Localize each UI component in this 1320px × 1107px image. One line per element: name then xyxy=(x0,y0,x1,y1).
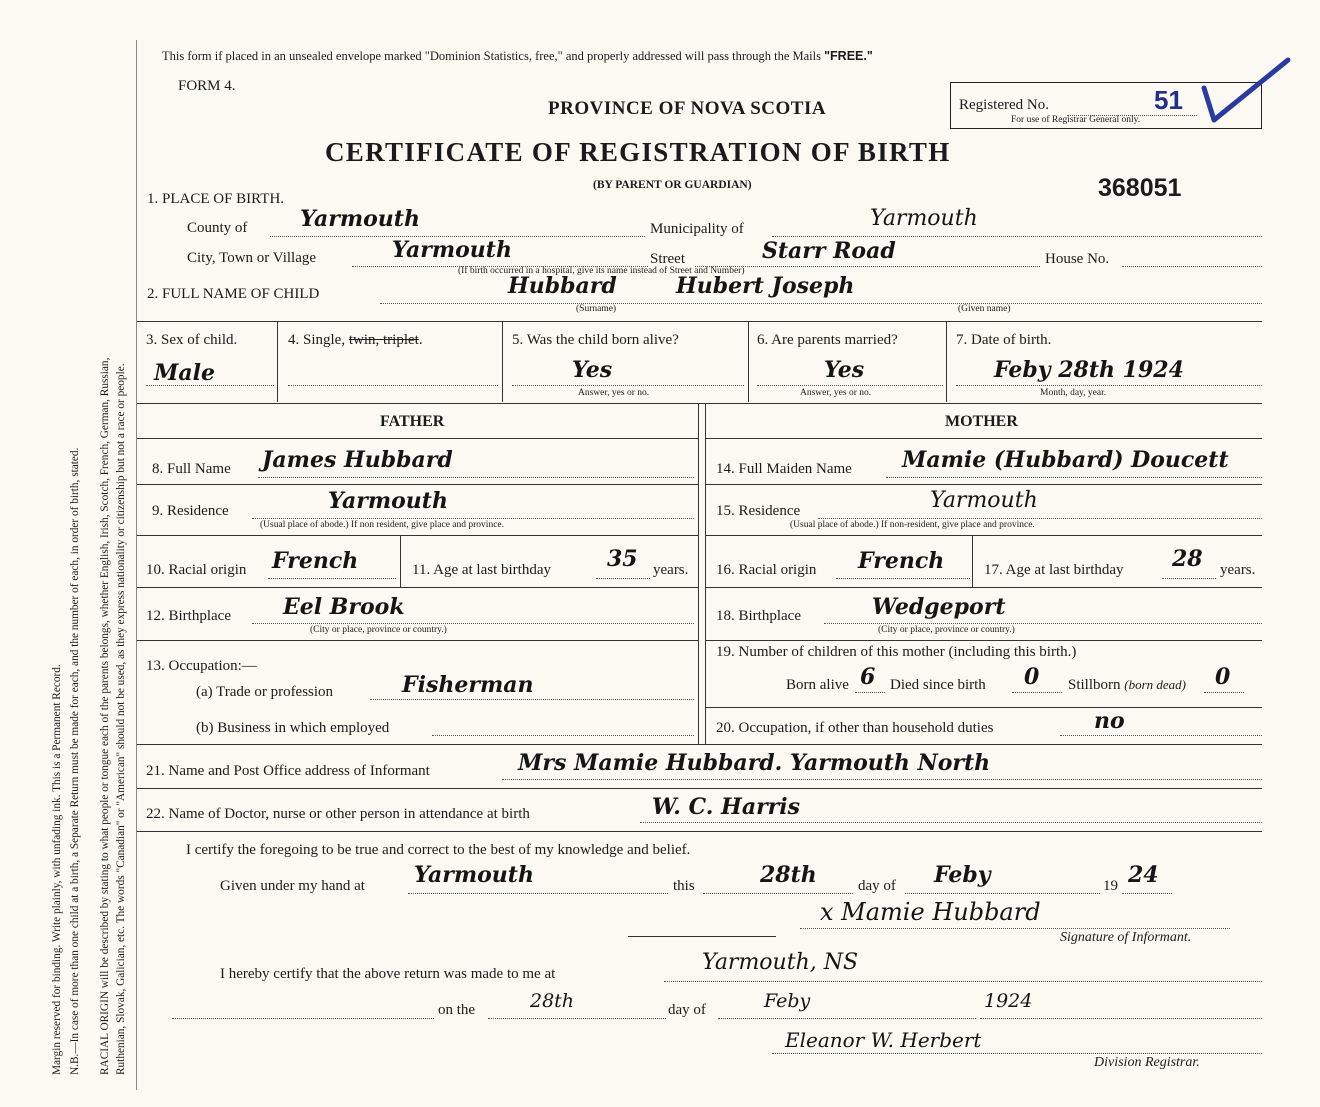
died-since-birth-label: Died since birth xyxy=(890,677,986,693)
mother-residence-label: 15. Residence xyxy=(716,503,801,519)
registrar-month-line xyxy=(718,1018,976,1019)
province-heading: PROVINCE OF NOVA SCOTIA xyxy=(548,98,827,119)
registrar-place-value: Yarmouth, NS xyxy=(702,950,859,975)
date-of-birth-label: 7. Date of birth. xyxy=(956,332,1052,348)
born-alive-line xyxy=(512,385,744,386)
divider-6-7 xyxy=(946,322,947,402)
children-count-label: 19. Number of children of this mother (including this birth.) xyxy=(716,644,1077,660)
sex-label: 3. Sex of child. xyxy=(146,332,238,348)
stillborn-label xyxy=(1068,677,1186,694)
child-name-line xyxy=(380,303,1262,304)
died-since-birth-line xyxy=(1012,692,1062,693)
registrar-signature: Eleanor W. Herbert xyxy=(785,1028,982,1052)
father-business-label: (b) Business in which employed xyxy=(196,720,390,736)
mother-occupation-label: 20. Occupation, if other than household duties xyxy=(716,720,994,736)
center-divider-right xyxy=(705,404,706,744)
father-age-years: years. xyxy=(653,562,689,578)
postal-note xyxy=(162,49,873,64)
born-alive-count-line xyxy=(855,692,885,693)
mother-race-age-divider xyxy=(972,536,973,587)
registered-label: Registered No. xyxy=(959,97,1049,113)
city-label: City, Town or Village xyxy=(187,250,317,266)
mother-occupation-line xyxy=(1060,735,1262,736)
registrar-day-line xyxy=(488,1018,666,1019)
father-birthplace-value: Eel Brook xyxy=(283,594,405,620)
mother-residence-line xyxy=(818,518,1262,519)
mother-birthplace-line xyxy=(824,623,1262,624)
father-occupation-label: 13. Occupation:— xyxy=(146,658,257,674)
divider-5-6 xyxy=(748,322,749,402)
certificate-subtitle: (BY PARENT OR GUARDIAN) xyxy=(593,179,752,191)
rule-2 xyxy=(137,403,1262,404)
mother-age-label: 17. Age at last birthday xyxy=(984,562,1124,578)
doctor-label: 22. Name of Doctor, nurse or other person in attendance at birth xyxy=(146,806,530,822)
child-name-label: 2. FULL NAME OF CHILD xyxy=(147,286,320,302)
municipality-value: Yarmouth xyxy=(870,206,978,231)
short-divider xyxy=(628,936,776,937)
certify-statement: I certify the foregoing to be true and correct to the best of my knowledge and belief. xyxy=(186,842,691,858)
margin-rule xyxy=(136,40,137,1090)
single-text: 4. Single, xyxy=(288,332,346,348)
parents-married-value: Yes xyxy=(824,357,865,383)
center-divider-left xyxy=(698,404,699,744)
stillborn-line xyxy=(1204,692,1244,693)
house-number-label: House No. xyxy=(1045,251,1110,267)
street-label: Street xyxy=(650,251,685,267)
given-place-value: Yarmouth xyxy=(414,862,534,888)
mother-racial-value: French xyxy=(858,548,945,574)
died-since-birth-value: 0 xyxy=(1024,664,1040,690)
county-label: County of xyxy=(187,220,248,236)
given-under-hand-label: Given under my hand at xyxy=(220,878,365,894)
doctor-line xyxy=(640,822,1262,823)
mother-rule-a xyxy=(705,484,1262,485)
given-place-line xyxy=(408,893,668,894)
father-birthplace-caption: (City or place, province or country.) xyxy=(310,625,447,635)
parents-married-caption: Answer, yes or no. xyxy=(800,388,872,398)
informant-value: Mrs Mamie Hubbard. Yarmouth North xyxy=(518,750,991,776)
given-year-line xyxy=(1122,893,1172,894)
registrar-day-of-label: day of xyxy=(668,1002,706,1018)
mother-heading-rule xyxy=(705,438,1262,439)
child-surname: Hubbard xyxy=(508,273,617,299)
mother-name-line xyxy=(886,477,1262,478)
father-name-line xyxy=(258,477,694,478)
margin-note-binding: Margin reserved for binding. Write plainly, with unfading ink. This is a Permanent Record. xyxy=(51,664,63,1075)
stillborn-note: (born dead) xyxy=(1124,677,1187,692)
father-business-line xyxy=(432,735,694,736)
surname-caption: (Surname) xyxy=(576,304,617,314)
house-number-line xyxy=(1122,266,1262,267)
father-residence-label: 9. Residence xyxy=(152,503,229,519)
street-value: Starr Road xyxy=(762,238,896,264)
single-label: 4. Single, twin, triplet. xyxy=(288,332,423,348)
mother-rule-e xyxy=(705,707,1262,708)
registered-note: For use of Registrar General only. xyxy=(1011,115,1141,125)
registrar-place-line xyxy=(664,981,1262,982)
mother-heading: MOTHER xyxy=(945,413,1018,430)
mother-occupation-value: no xyxy=(1094,708,1125,734)
father-trade-label: (a) Trade or profession xyxy=(196,684,334,700)
father-trade-line xyxy=(370,699,694,700)
postal-note-text: This form if placed in an unsealed envelope marked "Dominion Statistics, free," and properly addressed will pass through the Mails xyxy=(162,49,825,63)
registrar-day-value: 28th xyxy=(530,990,575,1012)
born-alive-count-value: 6 xyxy=(860,664,876,690)
checkmark-icon xyxy=(1200,56,1295,126)
rule-3 xyxy=(137,744,1262,745)
rule-5 xyxy=(137,831,1262,832)
father-age-label: 11. Age at last birthday xyxy=(412,562,551,578)
informant-label: 21. Name and Post Office address of Informant xyxy=(146,763,430,779)
doctor-value: W. C. Harris xyxy=(652,794,801,820)
registrar-year-line xyxy=(980,1018,1262,1019)
registrar-signature-line xyxy=(772,1053,1262,1054)
father-racial-label: 10. Racial origin xyxy=(146,562,247,578)
given-day-line xyxy=(703,893,853,894)
day-of-label: day of xyxy=(858,878,896,894)
hospital-note: (If birth occurred in a hospital, give its name instead of Street and Number) xyxy=(458,266,745,276)
informant-signature: x Mamie Hubbard xyxy=(820,898,1041,926)
rule-4 xyxy=(137,788,1262,789)
twin-triplet-struck: twin, triplet xyxy=(348,332,419,348)
father-age-line xyxy=(596,578,650,579)
father-age-value: 35 xyxy=(607,546,638,572)
father-heading-rule xyxy=(137,438,698,439)
registrar-leading-line xyxy=(172,1018,434,1019)
stillborn-text: Stillborn xyxy=(1068,677,1121,693)
born-alive-caption: Answer, yes or no. xyxy=(578,388,650,398)
form-number: FORM 4. xyxy=(178,78,236,94)
father-racial-line xyxy=(268,578,396,579)
mother-birthplace-value: Wedgeport xyxy=(872,594,1006,620)
place-of-birth-heading: 1. PLACE OF BIRTH. xyxy=(147,191,285,207)
mother-rule-d xyxy=(705,640,1262,641)
rule-1 xyxy=(137,321,1262,322)
father-heading: FATHER xyxy=(380,413,445,430)
mother-residence-caption: (Usual place of abode.) If non-resident, give place and province. xyxy=(790,520,1035,530)
father-rule-c xyxy=(137,587,698,588)
mother-rule-c xyxy=(705,587,1262,588)
mother-residence-value: Yarmouth xyxy=(930,488,1038,513)
registrar-caption: Division Registrar. xyxy=(1094,1055,1200,1070)
this-label: this xyxy=(673,878,695,894)
mother-age-value: 28 xyxy=(1172,546,1203,572)
given-month-line xyxy=(905,893,1100,894)
father-racial-value: French xyxy=(272,548,359,574)
mother-age-years: years. xyxy=(1220,562,1256,578)
mother-name-value: Mamie (Hubbard) Doucett xyxy=(902,447,1229,473)
registrar-on-the-label: on the xyxy=(438,1002,476,1018)
certificate-title: CERTIFICATE OF REGISTRATION OF BIRTH xyxy=(325,137,951,167)
born-alive-count-label: Born alive xyxy=(786,677,849,693)
municipality-label: Municipality of xyxy=(650,221,744,237)
date-of-birth-value: Feby 28th 1924 xyxy=(994,357,1184,383)
father-residence-value: Yarmouth xyxy=(328,488,448,514)
given-name-caption: (Given name) xyxy=(958,304,1011,314)
date-of-birth-caption: Month, day, year. xyxy=(1040,388,1107,398)
municipality-line xyxy=(772,236,1262,237)
father-race-age-divider xyxy=(400,536,401,587)
parents-married-line xyxy=(757,385,943,386)
given-day-value: 28th xyxy=(760,862,817,888)
divider-4-5 xyxy=(502,322,503,402)
year-prefix: 19 xyxy=(1103,878,1118,894)
mother-name-label: 14. Full Maiden Name xyxy=(716,461,852,477)
divider-3-4 xyxy=(277,322,278,402)
mother-racial-line xyxy=(836,578,970,579)
margin-note-racial-origin: RACIAL ORIGIN will be described by stating to what people or tongue each of the parents belongs, whether English, Irish, Scotch, French, German, Russian, xyxy=(99,357,111,1075)
informant-signature-line xyxy=(800,928,1230,929)
margin-note-racial-origin-cont: Ruthenian, Slovak, Galician, etc. The words "Canadian" or "American" should not be used, as they express nationality or citizenship but not a race or people. xyxy=(115,363,127,1075)
postal-note-free: "FREE." xyxy=(824,49,873,63)
certificate-number: 368051 xyxy=(1098,174,1182,202)
father-rule-a xyxy=(137,484,698,485)
date-of-birth-line xyxy=(956,385,1262,386)
father-residence-caption: (Usual place of abode.) If non resident, give place and province. xyxy=(260,520,504,530)
mother-birthplace-caption: (City or place, province or country.) xyxy=(878,625,1015,635)
father-name-value: James Hubbard xyxy=(262,447,453,473)
informant-line xyxy=(502,779,1262,780)
single-line xyxy=(288,385,498,386)
father-residence-line xyxy=(252,518,694,519)
mother-racial-label: 16. Racial origin xyxy=(716,562,817,578)
father-rule-b xyxy=(137,535,698,536)
mother-rule-b xyxy=(705,535,1262,536)
given-month-value: Feby xyxy=(934,862,991,888)
father-rule-d xyxy=(137,640,698,641)
parents-married-question: 6. Are parents married? xyxy=(757,332,898,348)
registrar-certify-label: I hereby certify that the above return was made to me at xyxy=(220,966,556,982)
child-given-name: Hubert Joseph xyxy=(676,273,855,299)
father-trade-value: Fisherman xyxy=(402,672,534,698)
given-year-value: 24 xyxy=(1128,862,1159,888)
registered-number: 51 xyxy=(1154,85,1183,115)
mother-age-line xyxy=(1162,578,1216,579)
street-line xyxy=(695,266,1040,267)
city-value: Yarmouth xyxy=(392,237,512,263)
informant-signature-caption: Signature of Informant. xyxy=(1060,930,1192,945)
stillborn-value: 0 xyxy=(1215,664,1231,690)
father-birthplace-line xyxy=(252,623,694,624)
registrar-year-value: 1924 xyxy=(984,990,1033,1012)
born-alive-question: 5. Was the child born alive? xyxy=(512,332,679,348)
registrar-month-value: Feby xyxy=(764,990,811,1012)
father-name-label: 8. Full Name xyxy=(152,461,231,477)
margin-note-multiple-births: N.B.—In case of more than one child at a birth, a Separate Return must be made for each, and the number of each, in order of birth, stated. xyxy=(69,447,81,1075)
father-birthplace-label: 12. Birthplace xyxy=(146,608,231,624)
mother-birthplace-label: 18. Birthplace xyxy=(716,608,801,624)
county-value: Yarmouth xyxy=(300,206,420,232)
sex-value: Male xyxy=(154,360,215,386)
born-alive-value: Yes xyxy=(572,357,613,383)
